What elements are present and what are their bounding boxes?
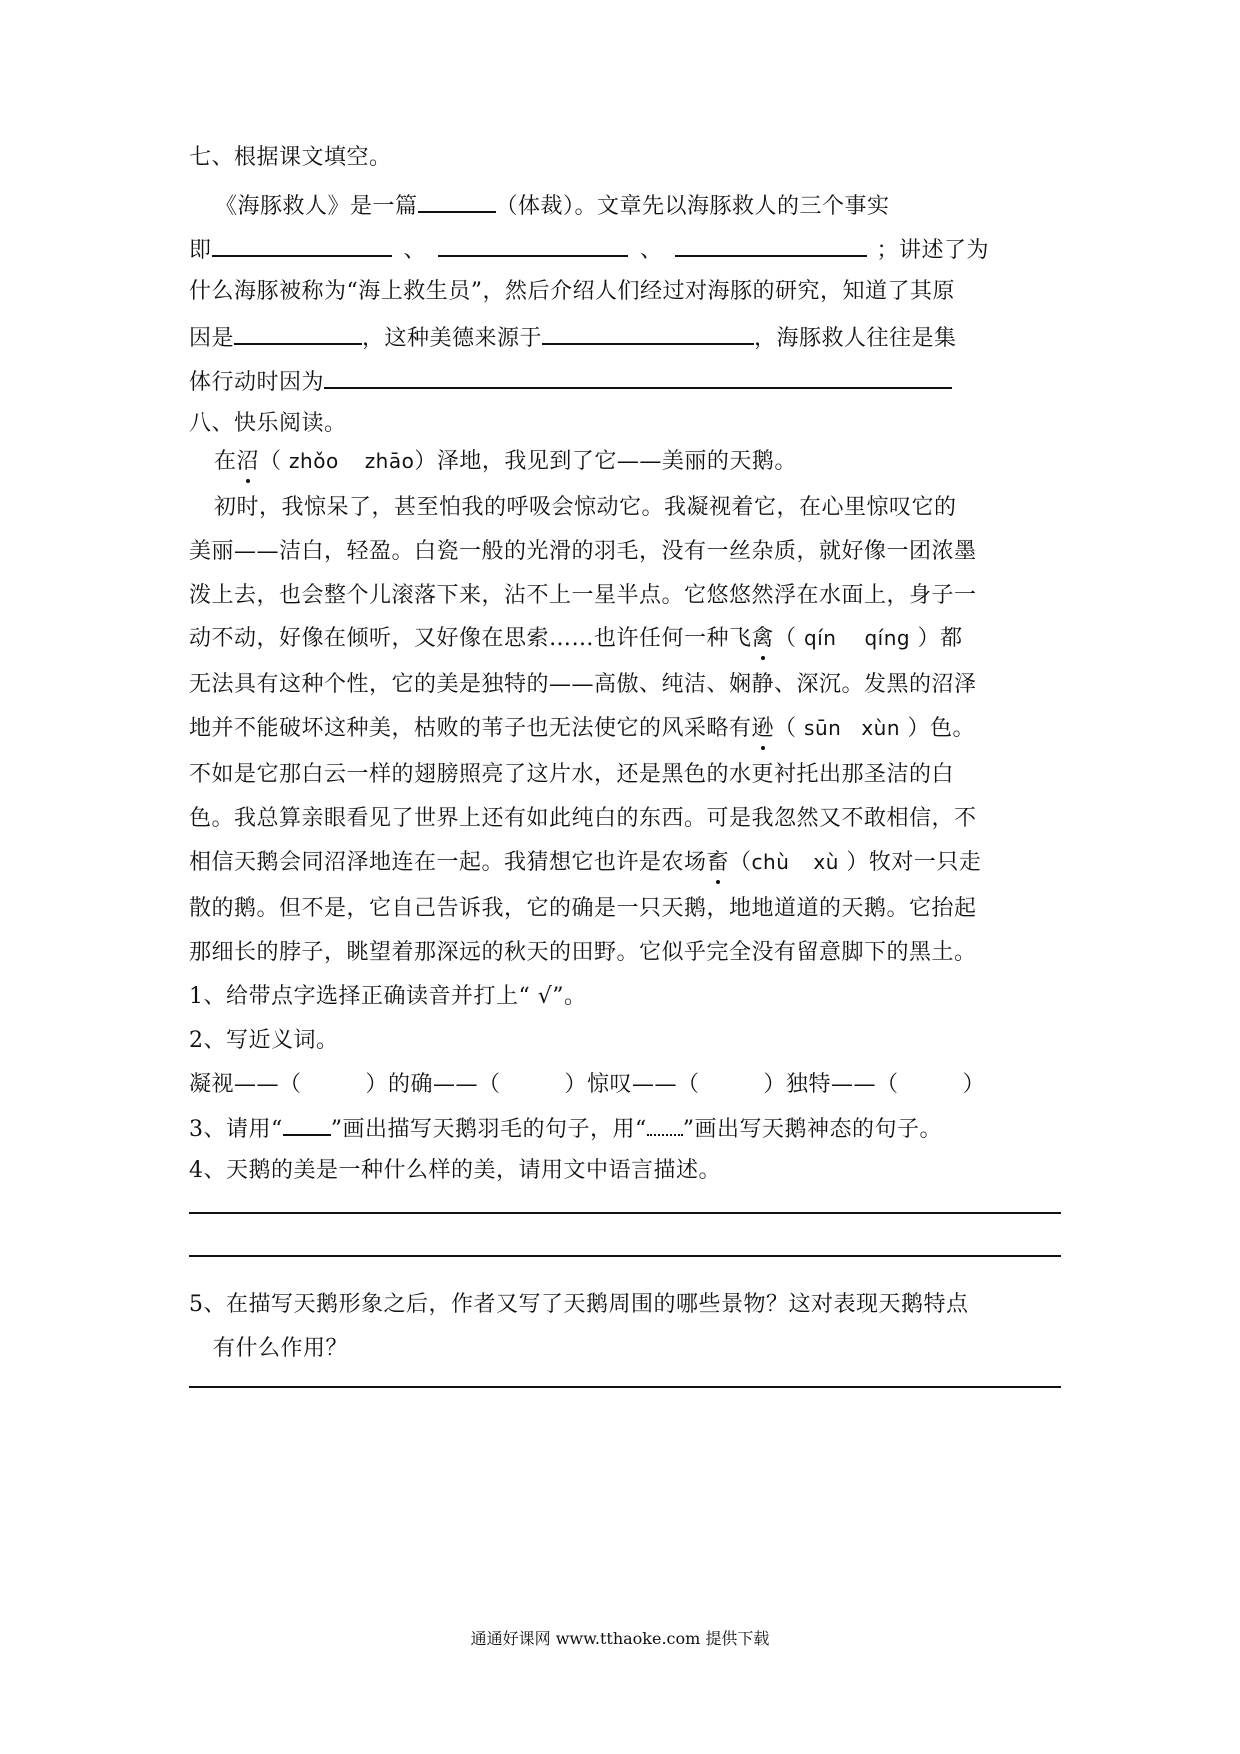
text: 因是 xyxy=(189,326,235,351)
pinyin-option[interactable]: zhāo xyxy=(364,449,415,473)
text: ）都 xyxy=(910,626,963,651)
passage-line6: 无法具有这种个性，它的美是独特的——高傲、纯洁、娴静、深沉。发黑的沼泽 xyxy=(189,672,977,697)
text: （ xyxy=(774,716,805,741)
text: ）泽地，我见到了它——美丽的天鹅。 xyxy=(414,449,797,474)
passage-line7 xyxy=(189,713,975,744)
passage-line11: 散的鹅。但不是，它自己告诉我，它的确是一只天鹅，地地道道的天鹅。它抬起 xyxy=(189,896,977,921)
question-5: 5、在描写天鹅形象之后，作者又写了天鹅周围的哪些景物？这对表现天鹅特点 xyxy=(189,1292,969,1317)
dotted-char: 沼 xyxy=(237,447,260,477)
text: ；讲述了为 xyxy=(876,238,990,263)
passage-line9: 色。我总算亲眼看见了世界上还有如此纯白的东西。可是我忽然又不敢相信，不 xyxy=(189,806,977,831)
question-3 xyxy=(189,1112,942,1145)
group-action-blank[interactable] xyxy=(324,365,952,389)
text: ”画出描写天鹅羽毛的句子，用“ xyxy=(330,1117,647,1142)
fact-blank-2[interactable] xyxy=(438,233,628,257)
text: 地并不能破坏这种美，枯败的苇子也无法使它的风采略有 xyxy=(189,716,752,741)
footer xyxy=(0,1628,1240,1650)
text: 《海豚救人》是一篇 xyxy=(215,194,418,219)
dotted-char: 畜 xyxy=(707,848,730,878)
footer-suffix: 提供下载 xyxy=(705,1629,770,1648)
answer-line-1[interactable] xyxy=(189,1212,1061,1214)
separator: 、 xyxy=(640,238,663,263)
synonyms-row xyxy=(189,1070,985,1100)
genre-blank[interactable] xyxy=(418,189,496,213)
straight-underline-sample xyxy=(283,1112,331,1136)
text: （体裁）。文章先以海豚救人的三个事实 xyxy=(495,194,890,219)
question-5-cont: 有什么作用？ xyxy=(213,1336,349,1361)
question-4: 4、天鹅的美是一种什么样的美，请用文中语言描述。 xyxy=(189,1158,721,1183)
text: ） xyxy=(962,1072,986,1097)
question-1: 1、给带点字选择正确读音并打上“ √”。 xyxy=(189,984,587,1009)
synonym-prompt: 凝视——（ xyxy=(189,1072,302,1097)
dotted-char: 逊 xyxy=(752,714,775,744)
pinyin-option[interactable]: qín xyxy=(804,626,837,650)
virtue-source-blank[interactable] xyxy=(542,321,754,345)
dotted-char: 禽 xyxy=(752,624,775,654)
wavy-underline-sample xyxy=(647,1112,683,1136)
passage-line3: 美丽——洁白，轻盈。白瓷一般的光滑的羽毛，没有一丝杂质，就好像一团浓墨 xyxy=(189,539,977,564)
section8-heading: 八、快乐阅读。 xyxy=(189,411,347,436)
text: ”画出写天鹅神态的句子。 xyxy=(682,1117,942,1142)
section7-line3: 什么海豚被称为“海上救生员”，然后介绍人们经过对海豚的研究，知道了其原 xyxy=(189,279,955,304)
synonym-prompt: ）的确——（ xyxy=(365,1072,501,1097)
text: ，海豚救人往往是集 xyxy=(754,326,957,351)
text: ）色。 xyxy=(900,716,975,741)
passage-line12: 那细长的脖子，眺望着那深远的秋天的田野。它似乎完全没有留意脚下的黑土。 xyxy=(189,940,977,965)
text: （ xyxy=(774,626,805,651)
pinyin-option[interactable]: zhǒo xyxy=(289,449,339,473)
text: 动不动，好像在倾听，又好像在思索……也许任何一种飞 xyxy=(189,626,752,651)
section7-line1 xyxy=(215,189,890,222)
pinyin-option[interactable]: qíng xyxy=(864,626,911,650)
passage-line4: 泼上去，也会整个儿滚落下来，沾不上一星半点。它悠悠然浮在水面上，身子一 xyxy=(189,583,977,608)
question-2: 2、写近义词。 xyxy=(189,1028,339,1053)
pinyin-option[interactable]: chù xyxy=(751,850,790,874)
section7-line4 xyxy=(189,321,957,354)
text: 相信天鹅会同沼泽地连在一起。我猜想它也许是农场 xyxy=(189,850,707,875)
passage-line10 xyxy=(189,847,981,878)
text: 体行动时因为 xyxy=(189,370,325,395)
text: （ xyxy=(729,850,752,875)
text: 3、请用“ xyxy=(189,1117,283,1142)
answer-line-2[interactable] xyxy=(189,1255,1061,1257)
footer-url[interactable]: www.tthaoke.com xyxy=(555,1629,701,1648)
synonym-prompt: ）独特——（ xyxy=(763,1072,899,1097)
text: ，这种美德来源于 xyxy=(362,326,543,351)
text: 即 xyxy=(189,238,212,263)
text: （ xyxy=(259,449,290,474)
pinyin-option[interactable]: xùn xyxy=(861,716,900,740)
passage-line2: 初时，我惊呆了，甚至怕我的呼吸会惊动它。我凝视着它，在心里惊叹它的 xyxy=(214,495,957,520)
fact-blank-1[interactable] xyxy=(212,233,392,257)
synonym-prompt: ）惊叹——（ xyxy=(564,1072,700,1097)
footer-site: 通通好课网 xyxy=(470,1629,551,1648)
reason-blank[interactable] xyxy=(234,321,362,345)
section7-line5 xyxy=(189,365,952,398)
fact-blank-3[interactable] xyxy=(675,233,867,257)
passage-line5 xyxy=(189,623,963,654)
passage-line8: 不如是它那白云一样的翅膀照亮了这片水，还是黑色的水更衬托出那圣洁的白 xyxy=(189,762,955,787)
section7-line2 xyxy=(189,233,989,266)
pinyin-option[interactable]: xù xyxy=(813,850,839,874)
section7-heading: 七、根据课文填空。 xyxy=(189,145,392,170)
pinyin-option[interactable]: sūn xyxy=(804,716,842,740)
passage-line1 xyxy=(214,446,797,477)
separator: 、 xyxy=(403,238,427,263)
answer-line-3[interactable] xyxy=(189,1386,1061,1388)
text: 在 xyxy=(214,449,237,474)
text: ）牧对一只走 xyxy=(838,850,982,875)
